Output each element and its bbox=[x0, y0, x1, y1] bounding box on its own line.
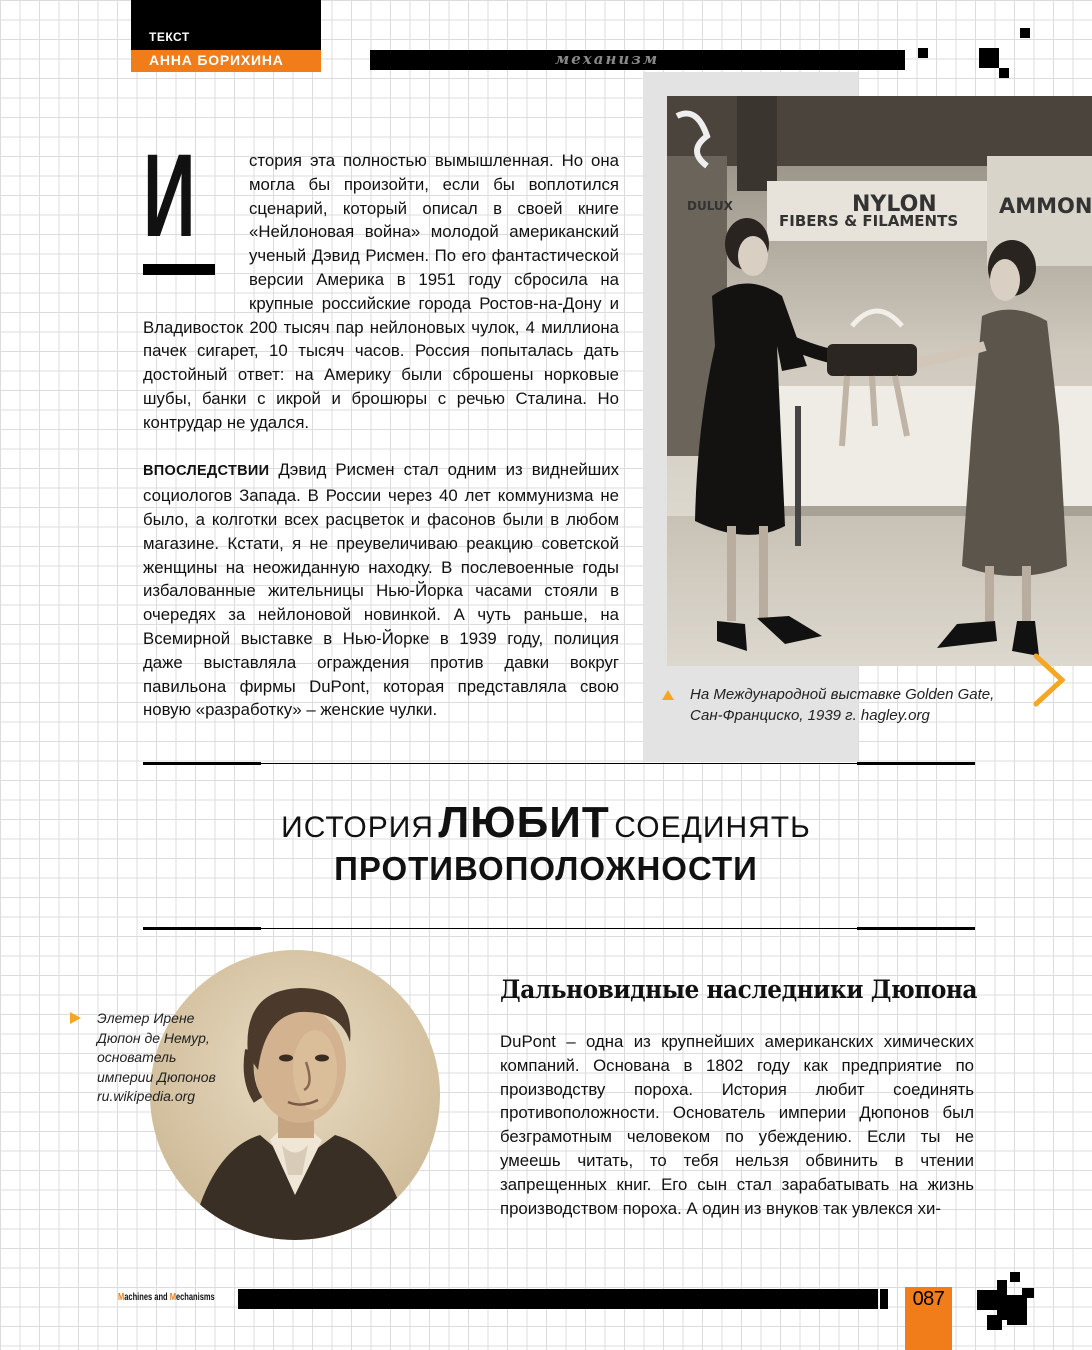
photo-caption-line2: Сан-Франциско, 1939 г. hagley.org bbox=[690, 707, 930, 724]
section-title: механизм bbox=[555, 50, 660, 68]
sign-nylon: NYLON bbox=[852, 192, 937, 217]
pixel-square bbox=[880, 1289, 888, 1309]
intro-paragraph-1: стория эта полностью вымышленная. Но она могла бы произойти, если бы воплотился сценарий, который описал в своей книге «Нейлоновая война» молодой американский ученый Дэвид Рисмен. По его фантастической версии Америка в 1951 году сбросила на крупные российские города Ростов-на-Дону и Владивосток 200 тысяч пар нейлоновых чулок, 4 миллиона пачек сигарет, 10 тысяч часов. Россия попыталась дать достойный ответ: на Америку были сброшены норковые шубы, банки с икрой и брошюры с речью Сталина. Но контрудар не удался. bbox=[143, 151, 619, 432]
portrait-caption-line2: Дюпон де Немур, bbox=[97, 1029, 210, 1046]
text-label: ТЕКСТ bbox=[149, 30, 190, 44]
exhibition-photo bbox=[667, 96, 1092, 666]
brand-m2: M bbox=[169, 1292, 176, 1303]
quote-rule-bottom-right bbox=[857, 927, 975, 930]
pull-quote-line2: ПРОТИВОПОЛОЖНОСТИ bbox=[334, 850, 758, 887]
pull-quote-line1 bbox=[0, 798, 1092, 848]
quote-rule-top bbox=[261, 763, 857, 764]
pixel-square bbox=[999, 68, 1009, 78]
drop-cap-spacer bbox=[143, 130, 249, 292]
pixel-square bbox=[1020, 28, 1030, 38]
portrait-caption-line1: Элетер Ирене bbox=[97, 1010, 195, 1026]
sign-ammon: AMMON bbox=[999, 194, 1092, 218]
pixel-square bbox=[1022, 1288, 1034, 1298]
portrait-caption-line4: империи Дюпонов bbox=[97, 1068, 216, 1085]
footer-bar bbox=[238, 1289, 878, 1309]
intro-column bbox=[143, 130, 619, 722]
portrait-caption bbox=[97, 1009, 227, 1107]
brand-m1: M bbox=[118, 1292, 125, 1303]
intro-paragraph-2-text: Дэвид Рисмен стал одним из виднейших социологов Запада. В России через 40 лет коммунизма не было, а колготки всех расцветок и фасонов были в любом магазине. Кстати, я не преувеличиваю реакцию советской женщины на неожиданную находку. В послевоенные годы избалованные жительницы Нью-Йорка часами стояли в очередях за нейлоновой новинкой. А чуть раньше, на Всемирной выставке в Нью-Йорке в 1939 году, полиция даже выставляла ограждения против давки вокруг павильона фирмы DuPont, которая представляла свою новую «разработку» – женские чулки. bbox=[143, 460, 619, 720]
quote-rule-top-right bbox=[857, 762, 975, 765]
pixel-square bbox=[977, 1290, 997, 1310]
next-chevron-icon[interactable] bbox=[1030, 652, 1070, 708]
portrait-caption-source: ru.wikipedia.org bbox=[97, 1088, 196, 1104]
photo-caption bbox=[690, 684, 1020, 726]
drop-cap: И bbox=[143, 130, 196, 262]
author-name: АННА БОРИХИНА bbox=[149, 52, 284, 68]
pixel-square bbox=[997, 1280, 1007, 1320]
article-body: DuPont – одна из крупнейших американских химических компаний. Основана в 1802 году как предприятие по производству пороха. История любит соединять противоположности. Основатель империи Дюпонов был безграмотным человеком по убеждению. Если ты не умеешь читать, то тебя нельзя обвинить в чтении запрещенных книг. Его сын стал зарабатывать на жизнь производством пороха. А один из внуков так увлекся хи- bbox=[500, 1032, 974, 1218]
pixel-square bbox=[918, 48, 928, 58]
magazine-brand bbox=[118, 1292, 215, 1303]
brand-word2: echanisms bbox=[175, 1292, 215, 1303]
quote-rule-bottom-left bbox=[143, 927, 261, 930]
pixel-square bbox=[1007, 1295, 1027, 1325]
quote-word-join: СОЕДИНЯТЬ bbox=[614, 811, 811, 844]
portrait-caption-line3: основатель bbox=[97, 1049, 177, 1065]
pixel-square bbox=[979, 48, 999, 68]
brand-word1: achines and bbox=[124, 1292, 170, 1303]
pixel-square bbox=[1010, 1272, 1020, 1282]
quote-word-history: ИСТОРИЯ bbox=[281, 811, 434, 844]
pixel-square bbox=[987, 1315, 1002, 1330]
sign-dulux: DULUX bbox=[687, 199, 733, 213]
quote-word-loves: ЛЮБИТ bbox=[438, 798, 610, 847]
intro-paragraph-2 bbox=[143, 458, 619, 722]
intro-lead-word: ВПОСЛЕДСТВИИ bbox=[143, 463, 270, 480]
sign-fibers: FIBERS & FILAMENTS bbox=[779, 212, 959, 230]
photo-caption-line1: На Международной выставке Golden Gate, bbox=[690, 686, 995, 703]
quote-rule-top-left bbox=[143, 762, 261, 765]
quote-rule-bottom bbox=[261, 928, 857, 929]
article-title: Дальновидные наследники Дюпона bbox=[500, 975, 978, 1004]
caption-right-triangle-icon bbox=[70, 1012, 81, 1024]
page-number: 087 bbox=[912, 1288, 945, 1310]
caption-up-triangle-icon bbox=[662, 690, 674, 700]
